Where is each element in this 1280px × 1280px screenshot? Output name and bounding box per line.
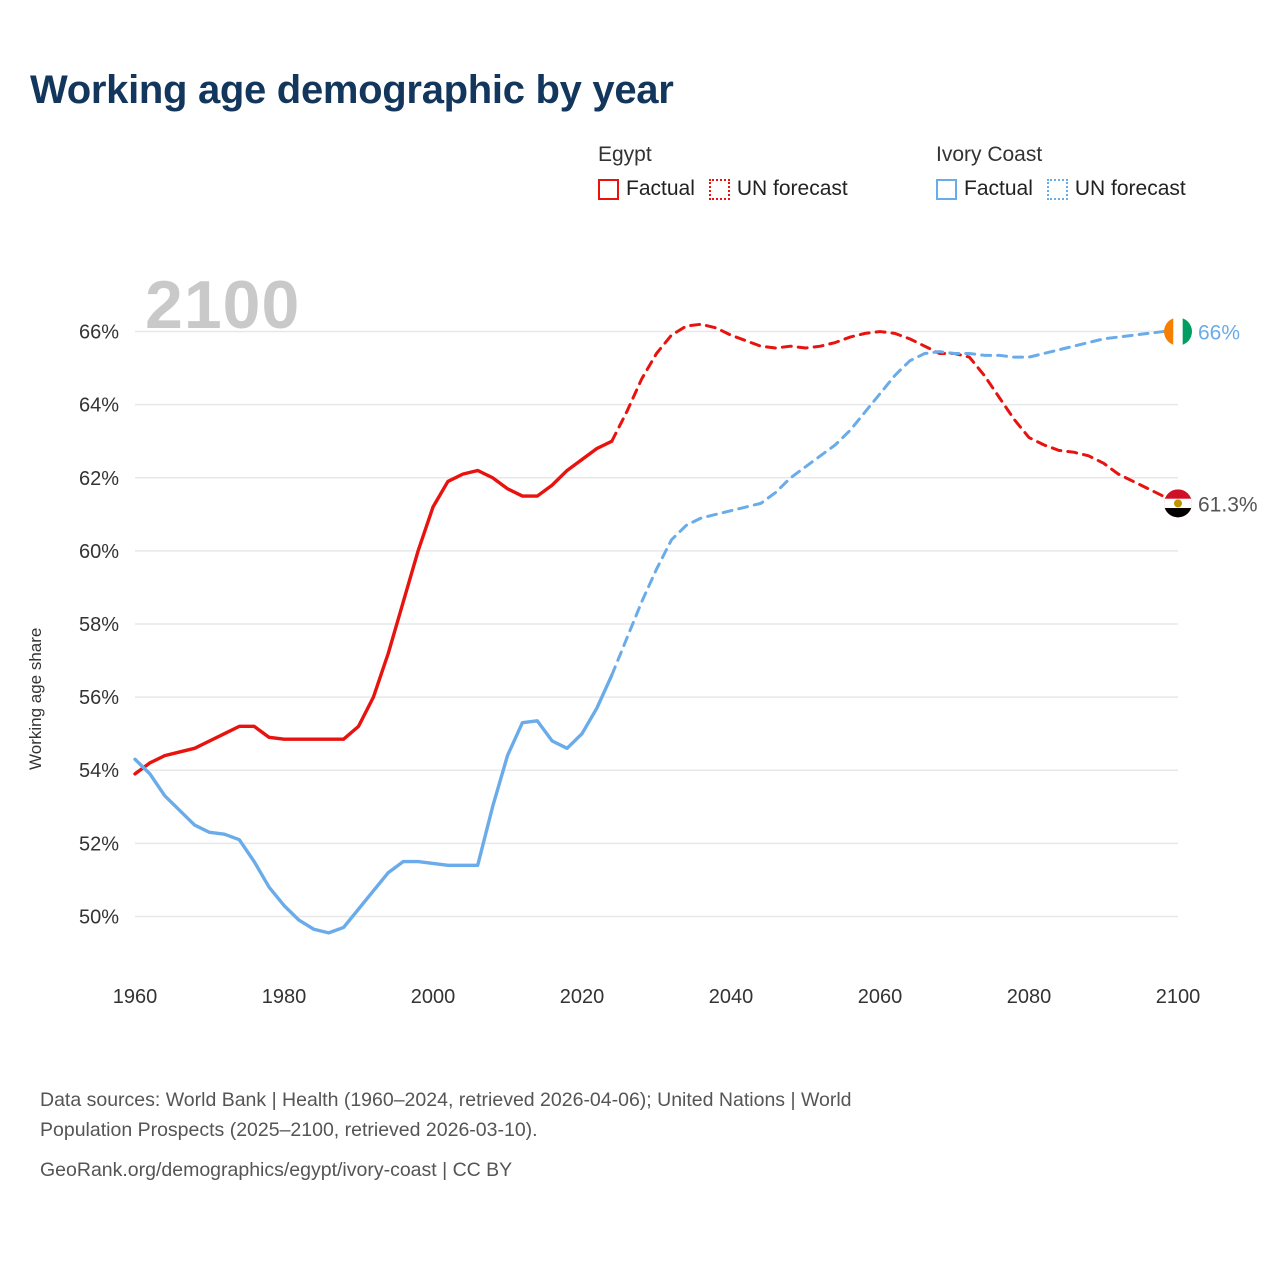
legend-swatch-dotted-red-icon — [709, 179, 730, 200]
legend-item-label: UN forecast — [1074, 177, 1186, 200]
chart-footer — [40, 1085, 1240, 1186]
legend-item-egypt-factual[interactable] — [598, 177, 695, 201]
legend-group-egypt — [598, 143, 848, 201]
legend-swatch-solid-blue-icon — [936, 179, 957, 200]
legend-item-label: UN forecast — [736, 177, 848, 200]
y-tick-label: 64% — [78, 394, 119, 417]
x-tick-label: 1960 — [112, 986, 158, 1008]
legend-swatch-solid-red-icon — [598, 179, 619, 200]
x-tick-label: 2000 — [410, 986, 456, 1008]
y-tick-label: 58% — [78, 614, 119, 636]
series-line-ivory-coast-factual — [135, 675, 612, 933]
chart-legend — [598, 143, 1258, 223]
y-tick-label: 52% — [78, 833, 119, 856]
end-label-ivory-coast: 66% — [1198, 321, 1241, 345]
footer-line-3: GeoRank.org/demographics/egypt/ivory-coast | CC BY — [40, 1159, 513, 1182]
page-title: Working age demographic by year — [30, 68, 674, 112]
y-tick-label: 60% — [78, 540, 119, 563]
end-label-egypt: 61.3% — [1198, 493, 1258, 517]
legend-item-label: Factual — [964, 177, 1033, 200]
footer-line-1: Data sources: World Bank | Health (1960–2024, retrieved 2026-04-06); United Nations | World — [40, 1089, 852, 1111]
series-line-egypt-forecast — [612, 324, 1178, 503]
legend-item-ivory-coast-forecast[interactable] — [1047, 177, 1186, 201]
x-tick-label: 2040 — [708, 986, 754, 1008]
y-tick-label: 66% — [78, 321, 119, 344]
y-axis-label: Working age share — [26, 627, 45, 770]
legend-item-egypt-forecast[interactable] — [709, 177, 848, 201]
legend-swatch-dotted-blue-icon — [1047, 179, 1068, 200]
legend-group-ivory-coast — [936, 143, 1186, 201]
x-tick-label: 2100 — [1155, 986, 1201, 1008]
y-tick-label: 62% — [78, 467, 119, 490]
legend-item-ivory-coast-factual[interactable] — [936, 177, 1033, 201]
egypt-flag — [1164, 489, 1192, 526]
y-tick-label: 50% — [78, 906, 119, 929]
plot-area — [0, 250, 1280, 1050]
watermark-year: 2100 — [145, 267, 301, 343]
x-tick-label: 1980 — [261, 986, 307, 1008]
y-tick-label: 56% — [78, 687, 119, 710]
x-tick-label: 2020 — [559, 986, 605, 1008]
x-tick-label: 2060 — [857, 986, 903, 1008]
y-tick-label: 54% — [78, 760, 119, 783]
ivory-coast-flag — [1164, 318, 1192, 346]
legend-group-title: Ivory Coast — [936, 143, 1043, 166]
line-chart-svg — [0, 250, 1280, 1050]
footer-line-2: Population Prospects (2025–2100, retrieved 2026-03-10). — [40, 1119, 538, 1142]
legend-item-label: Factual — [626, 177, 695, 200]
legend-group-title: Egypt — [598, 143, 652, 166]
x-tick-label: 2080 — [1006, 986, 1052, 1008]
